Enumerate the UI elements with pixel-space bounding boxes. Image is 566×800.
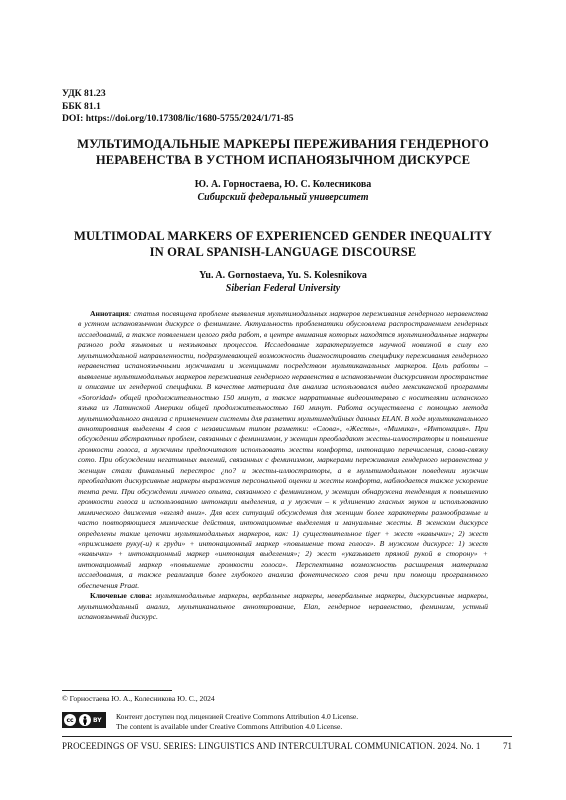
footnote-divider bbox=[62, 690, 172, 691]
title-russian bbox=[62, 136, 504, 168]
keywords-paragraph bbox=[78, 591, 488, 622]
page-footer bbox=[62, 741, 512, 752]
bibliographic-meta bbox=[62, 88, 294, 126]
page-number: 71 bbox=[503, 741, 512, 751]
udk-code: УДК 81.23 bbox=[62, 88, 106, 99]
abstract-label: Аннотация bbox=[90, 309, 129, 318]
authors-russian-block bbox=[62, 178, 504, 204]
journal-title: PROCEEDINGS OF VSU. SERIES: LINGUISTICS AND INTERCULTURAL COMMUNICATION. 2024. No. 1 bbox=[62, 741, 481, 751]
abstract-block bbox=[78, 309, 488, 623]
title-en-line-1: MULTIMODAL MARKERS OF EXPERIENCED GENDER INEQUALITY bbox=[73, 229, 493, 243]
license-text-en: The content is available under Creative Commons Attribution 4.0 License. bbox=[116, 722, 343, 731]
license-block bbox=[62, 712, 358, 732]
cc-by-license-icon[interactable] bbox=[62, 712, 106, 728]
abstract-paragraph bbox=[78, 309, 488, 591]
authors-ru: Ю. А. Горностаева, Ю. С. Колесникова bbox=[194, 179, 372, 190]
cc-logo-icon: cc bbox=[64, 714, 76, 726]
title-english bbox=[62, 228, 504, 260]
affiliation-ru: Сибирский федеральный университет bbox=[197, 192, 369, 203]
title-ru-line-2: НЕРАВЕНСТВА В УСТНОМ ИСПАНОЯЗЫЧНОМ ДИСКУРСЕ bbox=[95, 153, 471, 167]
title-en-line-2: IN ORAL SPANISH-LANGUAGE DISCOURSE bbox=[149, 245, 417, 259]
abstract-text: : статья посвящена проблеме выявления мультимодальных маркеров переживания гендерного неравенства в устном испаноязычном дискурсе о феминизме. Актуальность проблематики обусловлена распространением гендерных исследований, а также появлением целого ряда работ, в центре внимания которых находятся мультимодальные маркеры разного рода языковых и неязыковых процессов. Исследование характеризуется научной новизной в силу его мультимодальной направленности, подразумевающей возможность диагностировать специфику переживания гендерного неравенства испаноязычными мужчинами и женщинами посредством мультиканальных маркеров. Цель работы – выявление мультимодальных маркеров переживания гендерного неравенства в испаноязычном дискурсивном пространстве и описание их гендерной специфики. В качестве материала для анализа использовался видео мексиканской программы «Sororidad» общей продолжительностью 150 минут, а также нарративные видеоинтервью с носителями испанского языка из Латинской Америки общей продолжительностью 160 минут. Работа осуществлена с помощью метода мультимодального анализа с применением системы для разметки мультимедийных данных ELAN. В ходе мультиканального аннотирования выделены 4 слоя с независимым типом разметки: «Слова», «Жесты», «Мимика», «Интонация». При обсуждении абстрактных проблем, связанных с феминизмом, у женщин преобладают жесты-иллюстраторы и повышение громкости голоса, а мужчины предпочитают использовать жесты комфорта, интонацию перечисления, слова-связку соmo. При обсуждении негативных явлений, связанных с феминизмом, маркерами переживания гендерного неравенства у женщин стали финальный перестрос ¿no? и жесты-иллюстраторы, а в мультимодальном поведении мужчин преобладают дискурсивные маркеры выражения персональной оценки и жесты комфорта, наблюдается также ускорение темпа речи. При обсуждении личного опыта, связанного с феминизмом, у женщин обнаружена тенденция к повышению громкости голоса и использованию интонации выделения, а у мужчин – к удлинению гласных звуков и использованию мимического движения «взгляд вниз». Для всех ситуаций обсуждения для женщин более характерны разнообразные и часто повторяющиеся мимические действия, интонационные выделения и мануальные жесты. В женском дискурсе определены такие цепочки мультимодальных маркеров, как: 1) существительное tiger + жест «кавычки»; 2) жест «прижимает руку(-и) к груди» + интонационный маркер «повышение тона голоса». В мужском дискурсе: 1) жест «кавычки» + интонационный маркер «интонация выделения»; 2) жест «указывает прямой рукой в сторону» + интонационный маркер «повышение громкости голоса». Перспективна возможность расширения материала исследования, а также реализация более глубокого анализа фонетического слоя речи при помощи программного обеспечения Praat. bbox=[78, 309, 488, 590]
doi-link[interactable]: DOI: https://doi.org/10.17308/lic/1680-5755/2024/1/71-85 bbox=[62, 113, 294, 124]
license-text-ru: Контент доступен под лицензией Creative Commons Attribution 4.0 License. bbox=[116, 712, 359, 721]
affiliation-en: Siberian Federal University bbox=[225, 283, 341, 294]
attribution-person-icon bbox=[79, 714, 91, 726]
copyright-notice: © Горностаева Ю. А., Колесникова Ю. С., 2024 bbox=[62, 694, 215, 703]
authors-english-block bbox=[62, 269, 504, 295]
keywords-label: Ключевые слова: bbox=[90, 591, 153, 601]
footnote bbox=[62, 694, 215, 704]
footer-divider bbox=[62, 736, 512, 737]
by-label: BY bbox=[93, 716, 102, 724]
title-ru-line-1: МУЛЬТИМОДАЛЬНЫЕ МАРКЕРЫ ПЕРЕЖИВАНИЯ ГЕНДЕРНОГО bbox=[77, 137, 489, 151]
person-icon bbox=[81, 716, 89, 725]
license-text bbox=[116, 712, 358, 732]
keywords-text: мультимодальные маркеры, вербальные маркеры, невербальные маркеры, дискурсивные маркеры, мультимодальный анализ, мультиканальное аннотирование, Elan, гендерное неравенство, феминизм, устный испаноязычный дискурс. bbox=[78, 591, 488, 622]
bbk-code: ББК 81.1 bbox=[62, 100, 101, 112]
authors-en: Yu. A. Gornostaeva, Yu. S. Kolesnikova bbox=[199, 270, 367, 281]
